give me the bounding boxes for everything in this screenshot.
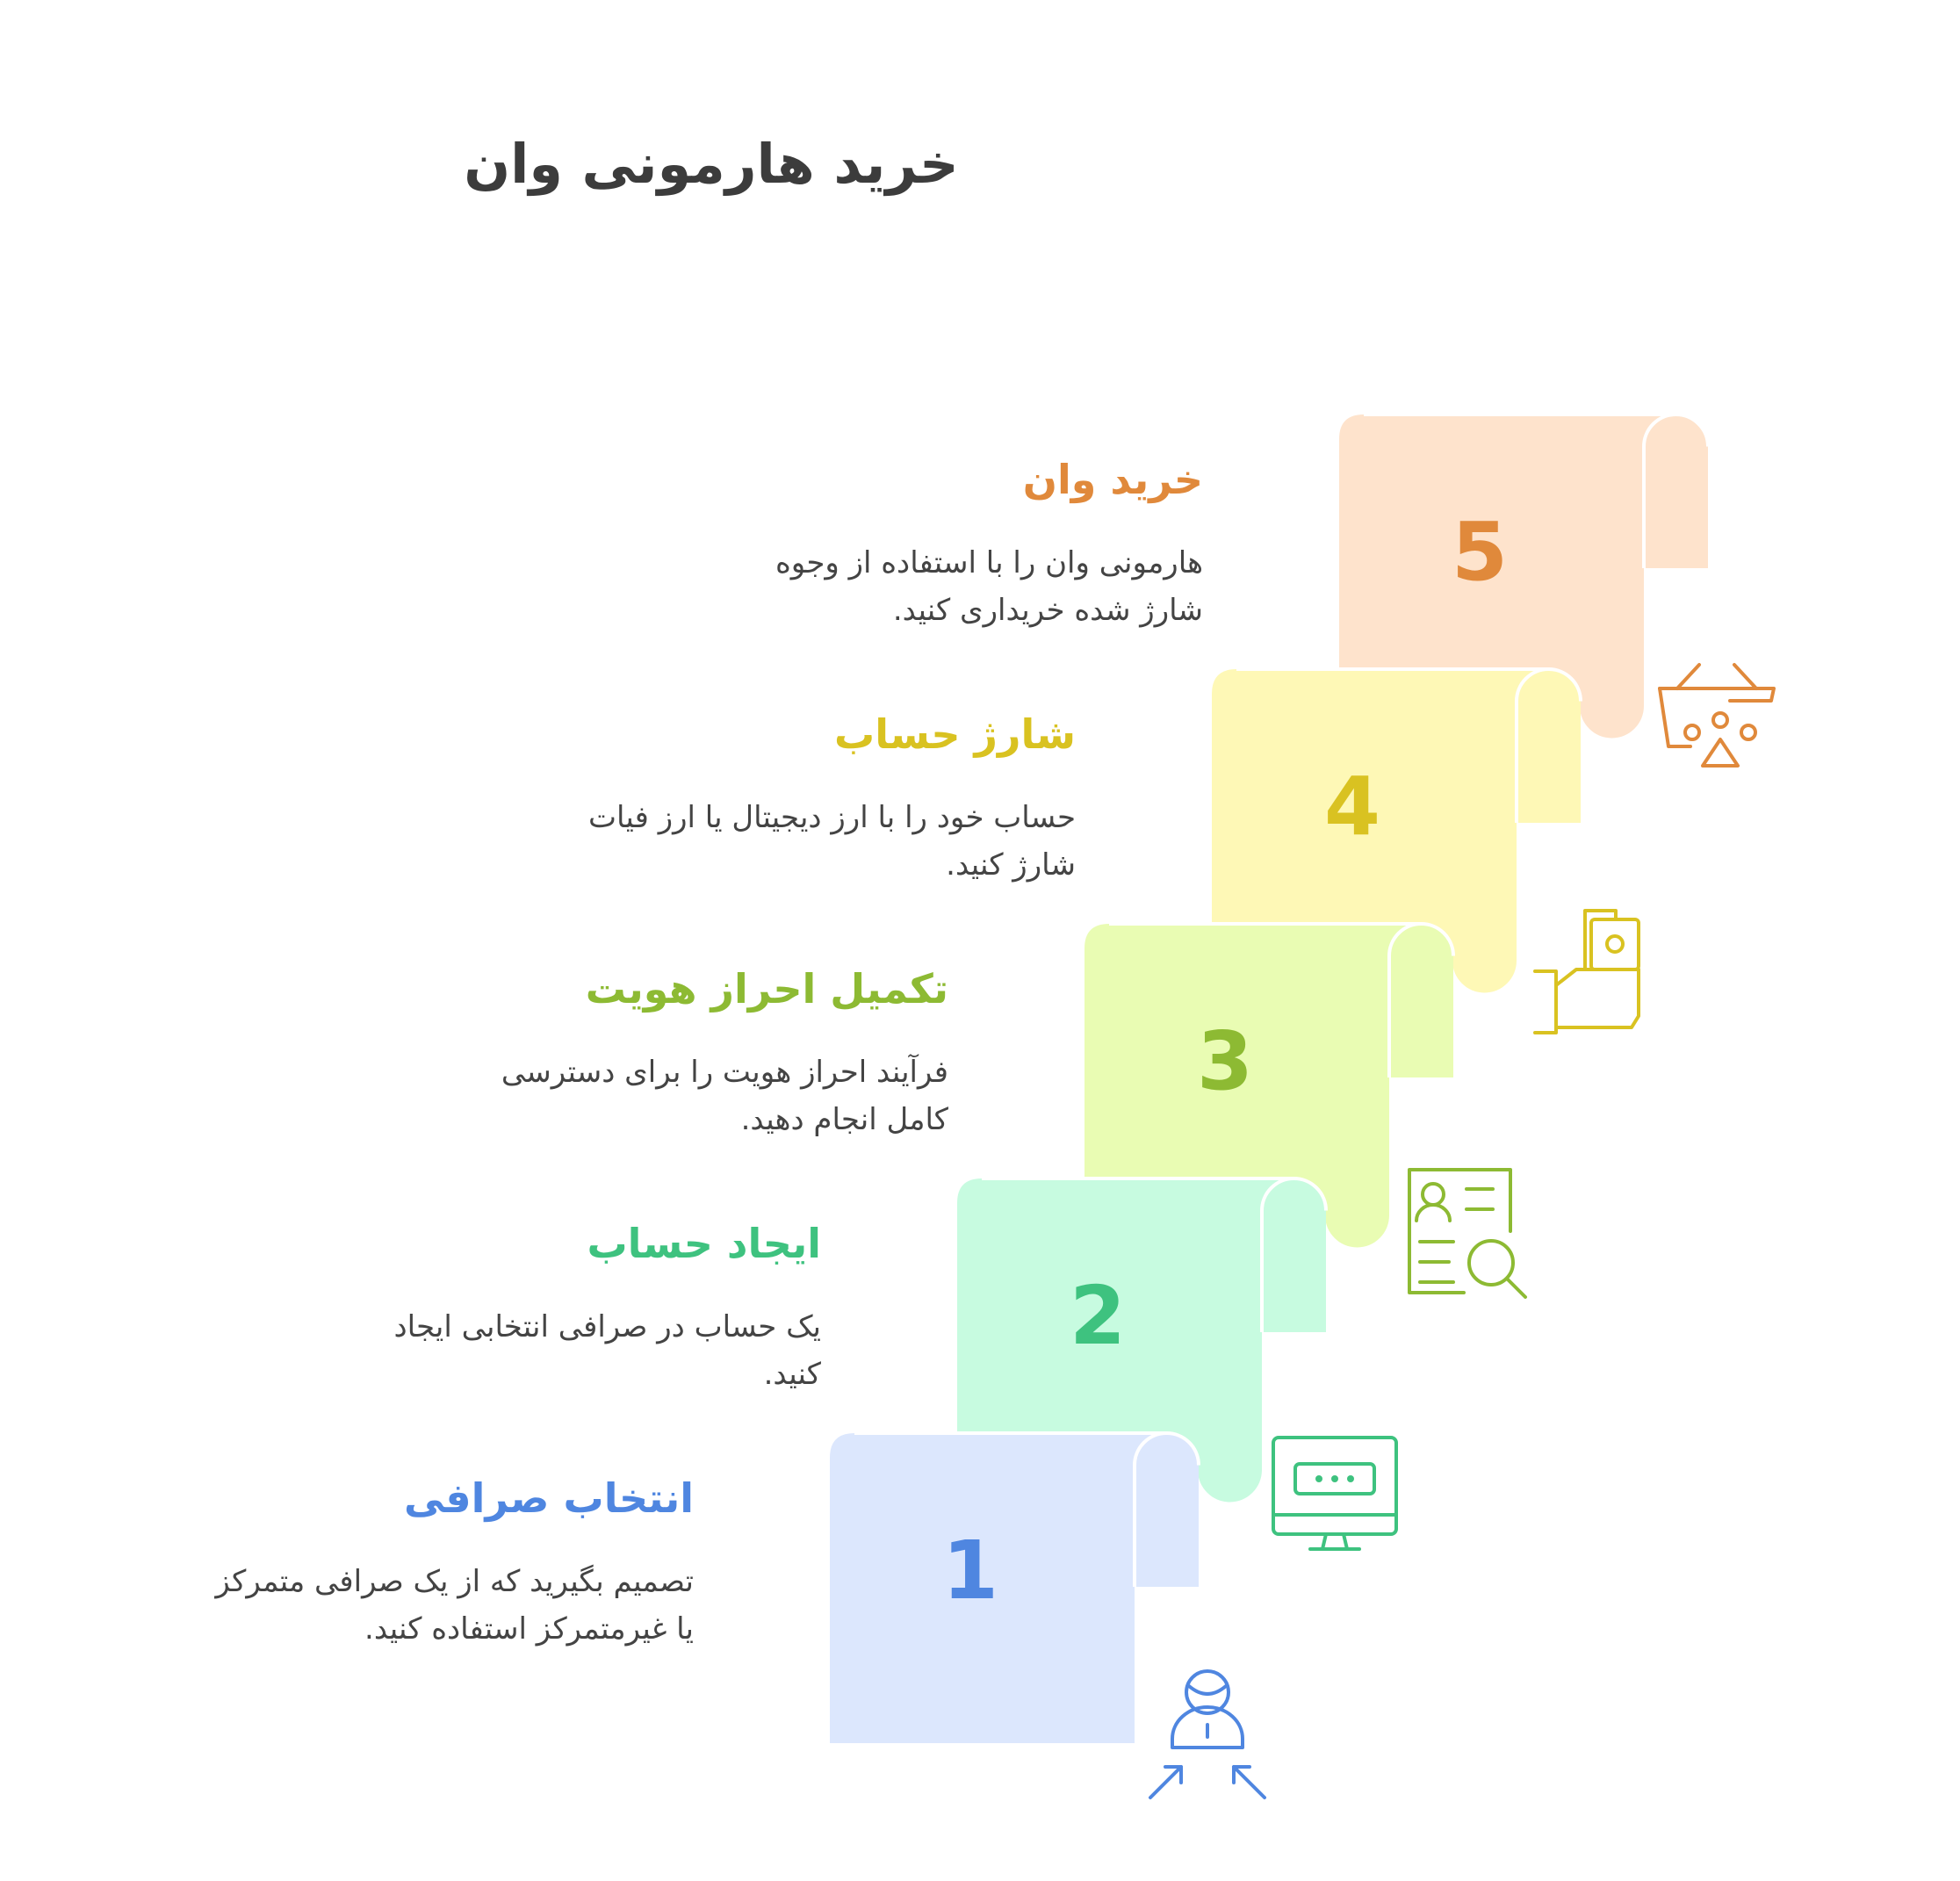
step-2-description: یک حساب در صرافی انتخابی ایجاد کنید.	[393, 1309, 821, 1392]
user-choice-icon	[1150, 1671, 1265, 1798]
step-5-number: 5	[1451, 505, 1509, 599]
step-5-title: خرید وان	[1022, 456, 1203, 503]
step-5-curl	[1644, 414, 1708, 568]
step-2-title: ایجاد حساب	[587, 1220, 821, 1267]
step-3-curl	[1389, 924, 1453, 1077]
step-1-description: تصمیم بگیرید که از یک صرافی متمرکز یا غیرمتمرکز استفاده کنید.	[215, 1564, 694, 1647]
step-1-title: انتخاب صرافی	[404, 1474, 694, 1522]
step-3-number: 3	[1196, 1014, 1254, 1108]
hand-money-icon	[1535, 911, 1639, 1033]
step-2-number: 2	[1069, 1269, 1127, 1363]
step-3-title: تکمیل احراز هویت	[585, 965, 948, 1013]
step-4-curl	[1517, 669, 1581, 823]
step-4-description: حساب خود را با ارز دیجیتال یا ارز فیات شارژ کنید.	[588, 800, 1076, 883]
step-1-curl	[1135, 1433, 1199, 1587]
step-4-number: 4	[1323, 760, 1381, 854]
step-1-number: 1	[941, 1524, 999, 1618]
step-2-curl	[1262, 1178, 1326, 1332]
step-4-title: شارژ حساب	[834, 710, 1076, 758]
page-title: خرید هارمونی وان	[464, 132, 959, 196]
id-card-search-icon	[1409, 1170, 1525, 1297]
monitor-icon	[1273, 1438, 1396, 1549]
step-5-description: هارمونی وان را با استفاده از وجوه شارژ شده خریداری کنید.	[775, 545, 1203, 628]
step-1-card	[830, 1433, 1265, 1798]
shopping-basket-icon	[1660, 665, 1774, 766]
step-3-description: فرآیند احراز هویت را برای دسترسی کامل انجام دهید.	[501, 1055, 948, 1137]
